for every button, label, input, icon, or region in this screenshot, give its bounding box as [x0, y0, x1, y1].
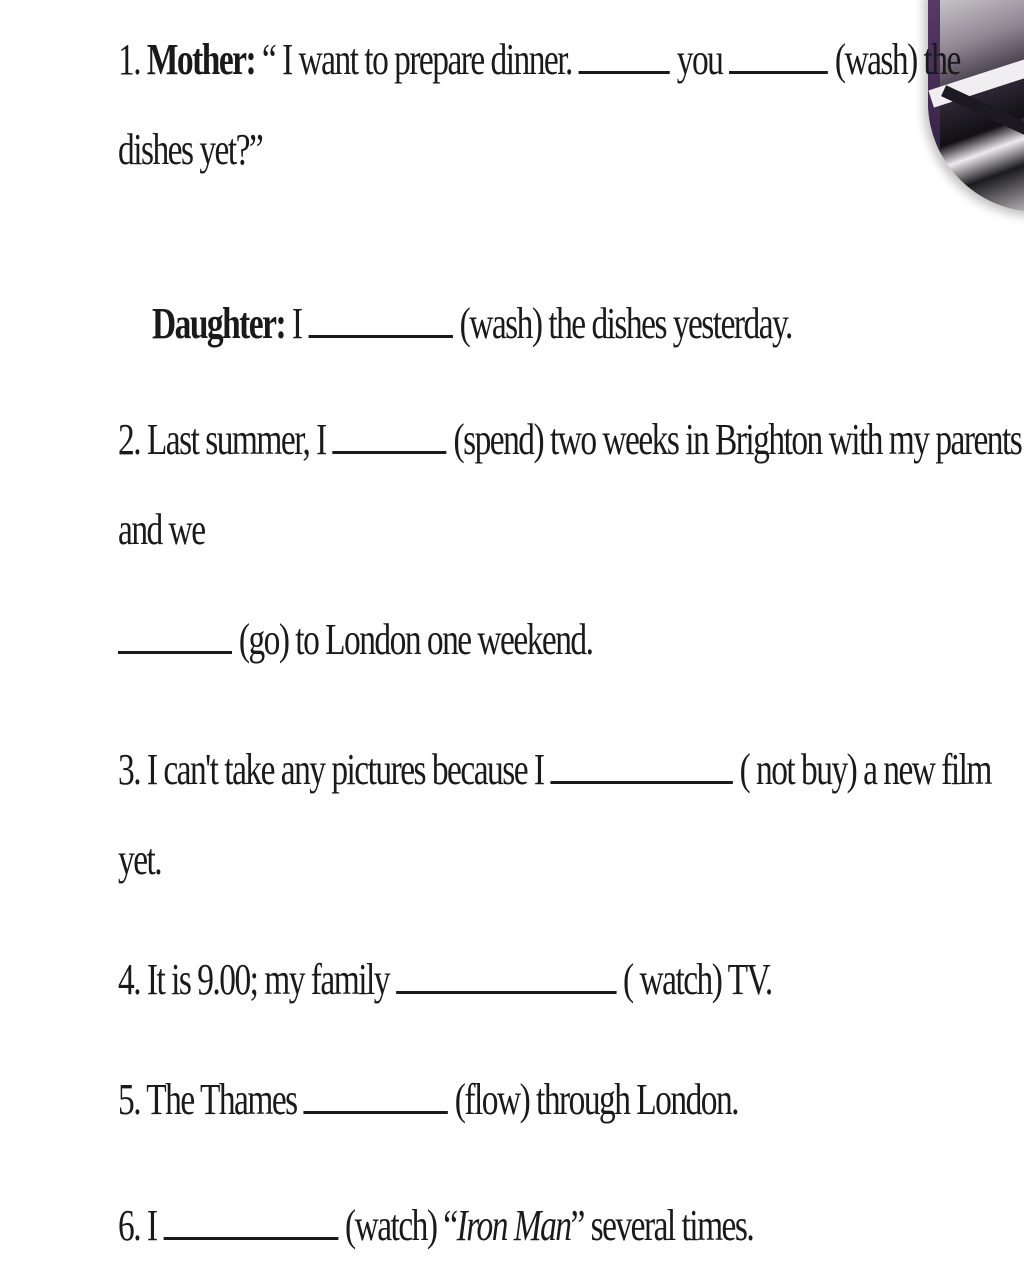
- question-1-line-2: [118, 125, 263, 174]
- question-1-text-e: I: [285, 299, 309, 348]
- question-3-line-1: [118, 745, 991, 794]
- question-3-text-a: 3. I can't take any pictures because I: [118, 745, 551, 794]
- question-2-line-2: [118, 505, 205, 554]
- answer-blank-1a[interactable]: [579, 41, 670, 74]
- question-5-text-a: 5. The Thames: [118, 1075, 304, 1124]
- question-1-text-b: you: [669, 35, 730, 84]
- answer-blank-2a[interactable]: [333, 421, 447, 454]
- answer-blank-4[interactable]: [396, 961, 616, 994]
- question-2-text-a: 2. Last summer, I: [118, 415, 333, 464]
- question-4-line: [118, 955, 772, 1004]
- question-3-text-c: yet.: [118, 835, 162, 884]
- answer-blank-6[interactable]: [163, 1207, 338, 1240]
- speaker-mother: Mother:: [146, 35, 256, 84]
- question-6-text-c: ” several times.: [570, 1201, 754, 1250]
- speaker-daughter: Daughter:: [152, 299, 286, 348]
- question-1-text-f: (wash) the dishes yesterday.: [452, 299, 792, 348]
- question-1-text-d: dishes yet?”: [118, 125, 263, 174]
- question-2-text-b: (spend) two weeks in Brighton with my parents: [446, 415, 1022, 464]
- answer-blank-5[interactable]: [304, 1081, 448, 1114]
- answer-blank-2b[interactable]: [118, 621, 232, 654]
- question-2-line-1: [118, 415, 1022, 464]
- question-2-text-d: (go) to London one weekend.: [232, 615, 593, 664]
- question-5-text-b: (flow) through London.: [447, 1075, 739, 1124]
- answer-blank-1b[interactable]: [729, 41, 828, 74]
- question-3-line-2: [118, 835, 162, 884]
- question-4-text-b: ( watch) TV.: [616, 955, 772, 1004]
- question-6-line: [118, 1201, 754, 1250]
- answer-blank-3[interactable]: [550, 751, 732, 784]
- question-2-line-3: [118, 615, 593, 664]
- question-1-text-a: “ I want to prepare dinner.: [255, 35, 579, 84]
- question-1-number: 1.: [118, 35, 141, 84]
- question-1-text-c: (wash) the: [827, 35, 960, 84]
- profile-photo-icon: [928, 0, 1024, 212]
- question-6-text-a: 6. I: [118, 1201, 164, 1250]
- question-1-line-1: [118, 35, 960, 84]
- question-2-text-c: and we: [118, 505, 205, 554]
- question-1-line-3: [152, 299, 792, 348]
- movie-title: Iron Man: [456, 1201, 571, 1250]
- answer-blank-1c[interactable]: [308, 305, 452, 338]
- question-5-line: [118, 1075, 739, 1124]
- question-6-text-b: (watch) “: [338, 1201, 457, 1250]
- question-3-text-b: ( not buy) a new film: [732, 745, 991, 794]
- question-4-text-a: 4. It is 9.00; my family: [118, 955, 396, 1004]
